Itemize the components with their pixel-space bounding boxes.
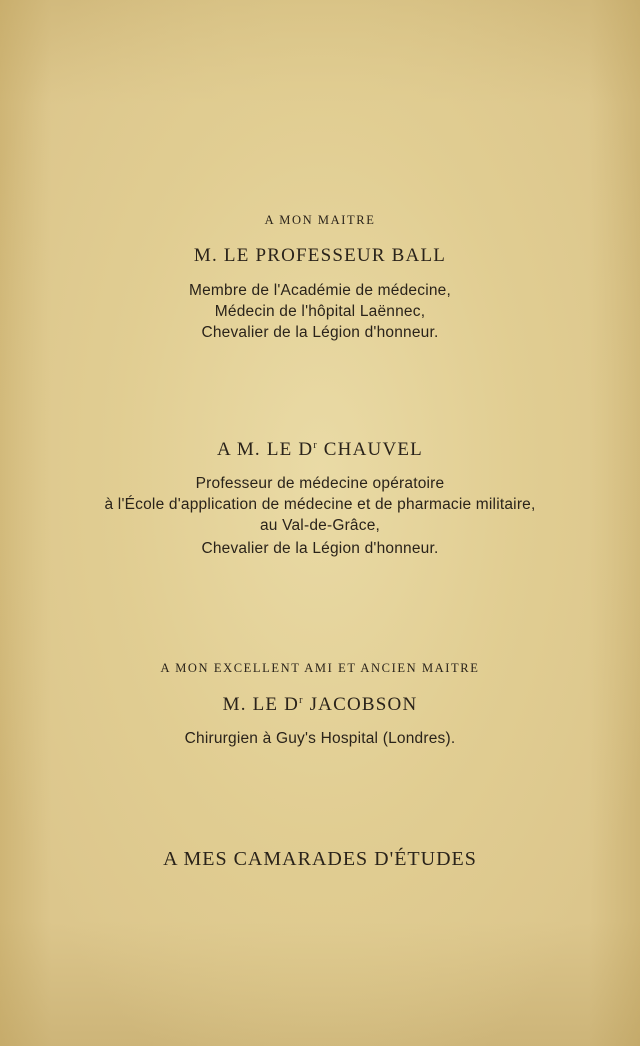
ball-line-2: Médecin de l'hôpital Laënnec,	[214, 303, 426, 320]
jacobson-name-prefix: M. LE D	[222, 694, 300, 715]
chauvel-name-prefix: A M. LE D	[217, 439, 314, 460]
final-dedication: A MES CAMARADES D'ÉTUDES	[163, 848, 477, 870]
chauvel-line-4: Chevalier de la Légion d'honneur.	[201, 540, 439, 557]
chauvel-line-1: Professeur de médecine opératoire	[195, 475, 445, 492]
jacobson-name-suffix: JACOBSON	[303, 694, 418, 715]
jacobson-name	[0, 694, 640, 716]
ball-line-1: Membre de l'Académie de médecine,	[189, 282, 451, 299]
chauvel-line-3: au Val-de-Grâce,	[259, 517, 381, 534]
ball-line-3: Chevalier de la Légion d'honneur.	[201, 324, 439, 341]
chauvel-line-2: à l'École d'application de médecine et de pharmacie militaire,	[104, 496, 536, 513]
jacobson-line: Chirurgien à Guy's Hospital (Londres).	[184, 730, 456, 747]
chauvel-name-suffix: CHAUVEL	[317, 439, 423, 460]
jacobson-name-sup: r	[299, 695, 304, 706]
chauvel-name	[0, 439, 640, 461]
jacobson-heading: A MON EXCELLENT AMI ET ANCIEN MAITRE	[160, 661, 480, 675]
ball-name: M. LE PROFESSEUR BALL	[193, 245, 447, 266]
chauvel-name-sup: r	[313, 440, 318, 451]
ball-heading: A MON MAITRE	[264, 213, 376, 227]
